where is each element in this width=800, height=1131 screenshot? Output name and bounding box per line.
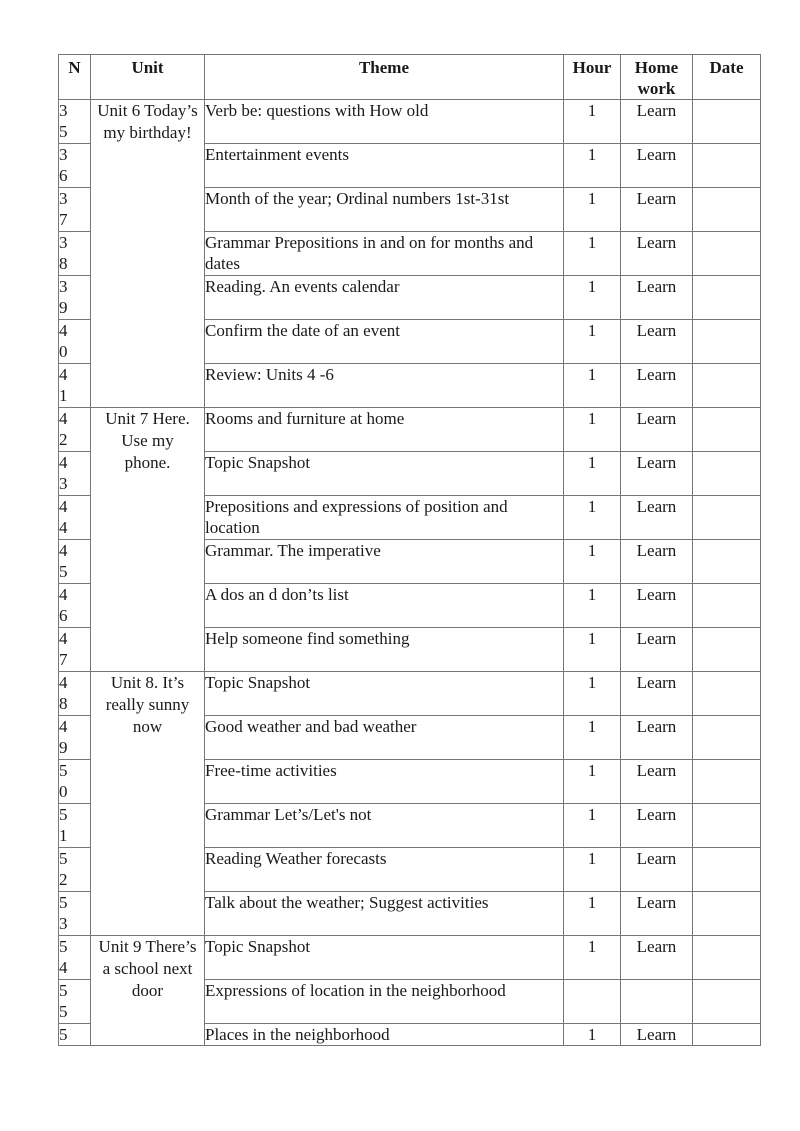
hour-cell bbox=[564, 980, 621, 1024]
date-cell bbox=[693, 320, 761, 364]
date-cell bbox=[693, 716, 761, 760]
homework-cell: Learn bbox=[621, 496, 693, 540]
row-number: 53 bbox=[59, 892, 91, 936]
hour-cell: 1 bbox=[564, 408, 621, 452]
row-number: 40 bbox=[59, 320, 91, 364]
homework-cell: Learn bbox=[621, 804, 693, 848]
row-number: 37 bbox=[59, 188, 91, 232]
unit-cell: Unit 6 Today’s my birthday! bbox=[91, 100, 205, 408]
homework-cell: Learn bbox=[621, 760, 693, 804]
theme-cell: Talk about the weather; Suggest activities bbox=[205, 892, 564, 936]
theme-cell: Grammar Let’s/Let's not bbox=[205, 804, 564, 848]
date-cell bbox=[693, 1024, 761, 1046]
header-date: Date bbox=[693, 55, 761, 100]
hour-cell: 1 bbox=[564, 364, 621, 408]
date-cell bbox=[693, 188, 761, 232]
row-number: 41 bbox=[59, 364, 91, 408]
date-cell bbox=[693, 892, 761, 936]
date-cell bbox=[693, 452, 761, 496]
date-cell bbox=[693, 100, 761, 144]
date-cell bbox=[693, 672, 761, 716]
row-number: 46 bbox=[59, 584, 91, 628]
hour-cell: 1 bbox=[564, 716, 621, 760]
homework-cell bbox=[621, 980, 693, 1024]
table-row bbox=[59, 100, 761, 144]
homework-cell: Learn bbox=[621, 672, 693, 716]
homework-cell: Learn bbox=[621, 364, 693, 408]
theme-cell: A dos an d don’ts list bbox=[205, 584, 564, 628]
hour-cell: 1 bbox=[564, 188, 621, 232]
homework-cell: Learn bbox=[621, 144, 693, 188]
hour-cell: 1 bbox=[564, 540, 621, 584]
unit-cell: Unit 8. It’s really sunny now bbox=[91, 672, 205, 936]
hour-cell: 1 bbox=[564, 892, 621, 936]
theme-cell: Topic Snapshot bbox=[205, 672, 564, 716]
date-cell bbox=[693, 408, 761, 452]
homework-cell: Learn bbox=[621, 584, 693, 628]
theme-cell: Places in the neighborhood bbox=[205, 1024, 564, 1046]
row-number: 55 bbox=[59, 980, 91, 1024]
row-number: 44 bbox=[59, 496, 91, 540]
date-cell bbox=[693, 848, 761, 892]
theme-cell: Topic Snapshot bbox=[205, 936, 564, 980]
homework-cell: Learn bbox=[621, 1024, 693, 1046]
row-number: 50 bbox=[59, 760, 91, 804]
table-row bbox=[59, 936, 761, 980]
theme-cell: Good weather and bad weather bbox=[205, 716, 564, 760]
row-number: 36 bbox=[59, 144, 91, 188]
homework-cell: Learn bbox=[621, 848, 693, 892]
homework-cell: Learn bbox=[621, 188, 693, 232]
date-cell bbox=[693, 496, 761, 540]
theme-cell: Topic Snapshot bbox=[205, 452, 564, 496]
hour-cell: 1 bbox=[564, 320, 621, 364]
unit-cell: Unit 9 There’s a school next door bbox=[91, 936, 205, 1046]
homework-cell: Learn bbox=[621, 892, 693, 936]
date-cell bbox=[693, 364, 761, 408]
hour-cell: 1 bbox=[564, 452, 621, 496]
hour-cell: 1 bbox=[564, 1024, 621, 1046]
theme-cell: Prepositions and expressions of position and location bbox=[205, 496, 564, 540]
homework-cell: Learn bbox=[621, 320, 693, 364]
date-cell bbox=[693, 936, 761, 980]
header-row bbox=[59, 55, 761, 100]
date-cell bbox=[693, 232, 761, 276]
row-number: 51 bbox=[59, 804, 91, 848]
unit-cell: Unit 7 Here. Use my phone. bbox=[91, 408, 205, 672]
theme-cell: Verb be: questions with How old bbox=[205, 100, 564, 144]
date-cell bbox=[693, 276, 761, 320]
row-number: 5 bbox=[59, 1024, 91, 1046]
hour-cell: 1 bbox=[564, 144, 621, 188]
row-number: 48 bbox=[59, 672, 91, 716]
theme-cell: Help someone find something bbox=[205, 628, 564, 672]
hour-cell: 1 bbox=[564, 584, 621, 628]
hour-cell: 1 bbox=[564, 232, 621, 276]
lesson-plan-table bbox=[58, 54, 761, 1046]
hour-cell: 1 bbox=[564, 276, 621, 320]
hour-cell: 1 bbox=[564, 628, 621, 672]
date-cell bbox=[693, 144, 761, 188]
date-cell bbox=[693, 980, 761, 1024]
row-number: 54 bbox=[59, 936, 91, 980]
row-number: 47 bbox=[59, 628, 91, 672]
row-number: 43 bbox=[59, 452, 91, 496]
row-number: 42 bbox=[59, 408, 91, 452]
homework-cell: Learn bbox=[621, 408, 693, 452]
homework-cell: Learn bbox=[621, 100, 693, 144]
theme-cell: Free-time activities bbox=[205, 760, 564, 804]
hour-cell: 1 bbox=[564, 848, 621, 892]
header-unit: Unit bbox=[91, 55, 205, 100]
homework-cell: Learn bbox=[621, 540, 693, 584]
homework-cell: Learn bbox=[621, 276, 693, 320]
date-cell bbox=[693, 540, 761, 584]
date-cell bbox=[693, 584, 761, 628]
homework-cell: Learn bbox=[621, 716, 693, 760]
homework-cell: Learn bbox=[621, 452, 693, 496]
theme-cell: Confirm the date of an event bbox=[205, 320, 564, 364]
row-number: 38 bbox=[59, 232, 91, 276]
header-hour: Hour bbox=[564, 55, 621, 100]
theme-cell: Rooms and furniture at home bbox=[205, 408, 564, 452]
hour-cell: 1 bbox=[564, 936, 621, 980]
theme-cell: Grammar. The imperative bbox=[205, 540, 564, 584]
homework-cell: Learn bbox=[621, 232, 693, 276]
theme-cell: Expressions of location in the neighborhood bbox=[205, 980, 564, 1024]
theme-cell: Review: Units 4 -6 bbox=[205, 364, 564, 408]
table-row bbox=[59, 672, 761, 716]
theme-cell: Grammar Prepositions in and on for months and dates bbox=[205, 232, 564, 276]
hour-cell: 1 bbox=[564, 100, 621, 144]
header-homework: Home work bbox=[621, 55, 693, 100]
hour-cell: 1 bbox=[564, 672, 621, 716]
date-cell bbox=[693, 628, 761, 672]
date-cell bbox=[693, 804, 761, 848]
row-number: 39 bbox=[59, 276, 91, 320]
row-number: 52 bbox=[59, 848, 91, 892]
hour-cell: 1 bbox=[564, 804, 621, 848]
theme-cell: Entertainment events bbox=[205, 144, 564, 188]
table-row bbox=[59, 408, 761, 452]
homework-cell: Learn bbox=[621, 936, 693, 980]
theme-cell: Reading. An events calendar bbox=[205, 276, 564, 320]
row-number: 35 bbox=[59, 100, 91, 144]
row-number: 49 bbox=[59, 716, 91, 760]
theme-cell: Reading Weather forecasts bbox=[205, 848, 564, 892]
hour-cell: 1 bbox=[564, 496, 621, 540]
date-cell bbox=[693, 760, 761, 804]
homework-cell: Learn bbox=[621, 628, 693, 672]
header-theme: Theme bbox=[205, 55, 564, 100]
row-number: 45 bbox=[59, 540, 91, 584]
header-n: N bbox=[59, 55, 91, 100]
theme-cell: Month of the year; Ordinal numbers 1st-31st bbox=[205, 188, 564, 232]
hour-cell: 1 bbox=[564, 760, 621, 804]
